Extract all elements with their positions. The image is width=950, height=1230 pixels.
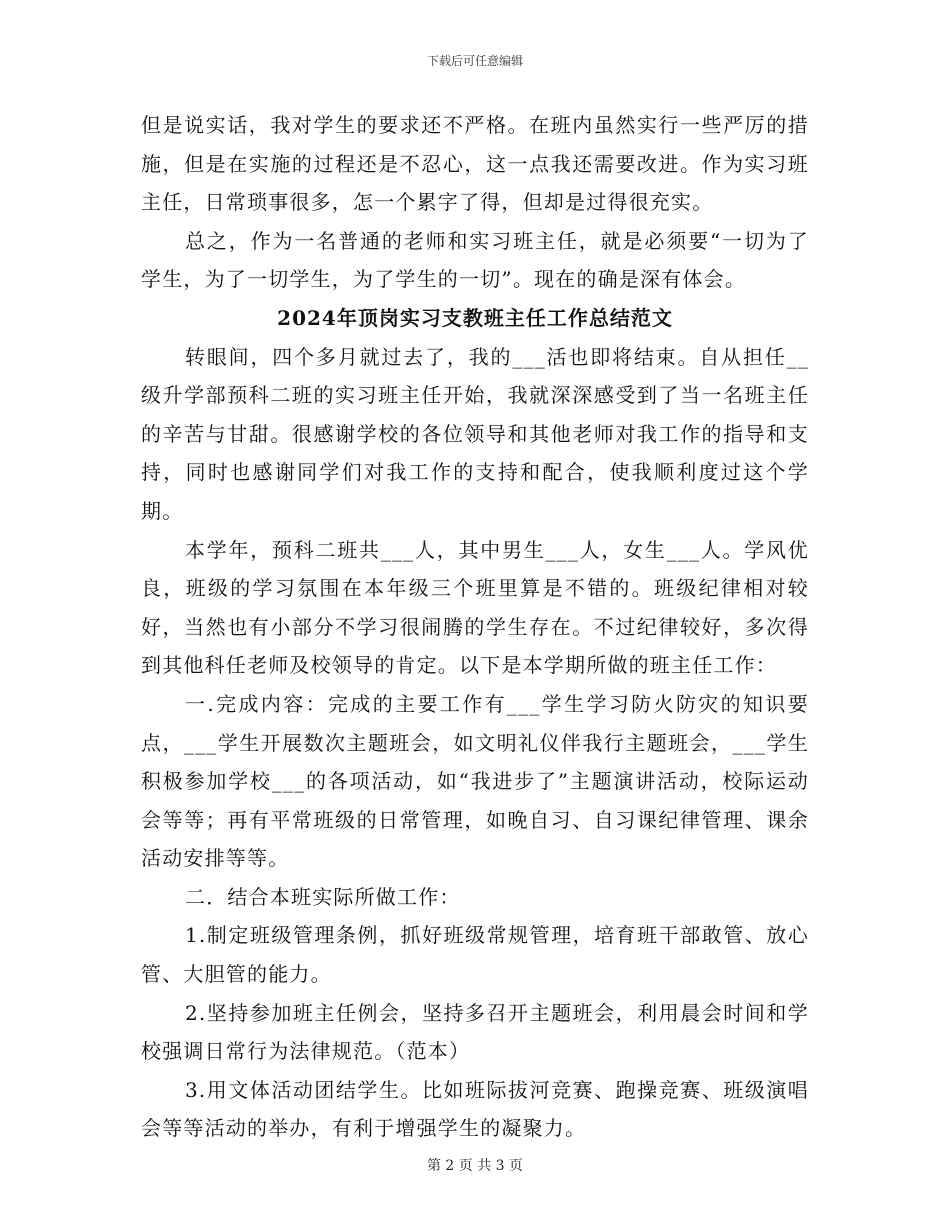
document-title: 2024年顶岗实习支教班主任工作总结范文 [277, 305, 673, 330]
paragraph-continuation: 但是说实话，我对学生的要求还不严格。在班内虽然实行一些严厉的措施，但是在实施的过程还是不忍心，这一点我还需要改进。作为实习班主任，日常琐事很多，怎一个累字了得，但却是过得很充实。 [141, 113, 809, 215]
list-item-3: 3.用文体活动团结学生。比如班际拔河竞赛、跑操竞赛、班级演唱会等等活动的举办，有利于增强学生的凝聚力。 [141, 1077, 809, 1141]
document-body [141, 106, 809, 1148]
list-item-2: 2.坚持参加班主任例会，坚持多召开主题班会，利用晨会时间和学校强调日常行为法律规范。（范本） [141, 1000, 809, 1064]
paragraph-conclusion: 总之，作为一名普通的老师和实习班主任，就是必须要“一切为了学生，为了一切学生，为了学生的一切”。现在的确是深有体会。 [141, 228, 809, 292]
paragraph-completed-work: 一.完成内容：完成的主要工作有___学生学习防火防灾的知识要点，___学生开展数次主题班会，如文明礼仪伴我行主题班会，___学生积极参加学校___的各项活动，如“我进步了”主题演讲活动，校际运动会等等；再有平常班级的日常管理，如晚自习、自习课纪律管理、课余活动安排等等。 [141, 691, 809, 871]
page-number: 第 2 页 共 3 页 [426, 1158, 524, 1174]
section-heading-class-work: 二．结合本班实际所做工作： [185, 884, 461, 909]
paragraph-class-overview: 本学年，预科二班共___人，其中男生___人，女生___人。学风优良，班级的学习氛围在本年级三个班里算是不错的。班级纪律相对较好，当然也有小部分不学习很闹腾的学生存在。不过纪律较好，多次得到其他科任老师及校领导的肯定。以下是本学期所做的班主任工作： [141, 537, 809, 678]
page-header-note: 下载后可任意编辑 [426, 54, 523, 68]
list-item-1: 1.制定班级管理条例，抓好班级常规管理，培育班干部敢管、放心管、大胆管的能力。 [141, 923, 809, 987]
paragraph-intro: 转眼间，四个多月就过去了，我的___活也即将结束。自从担任__级升学部预科二班的实习班主任开始，我就深深感受到了当一名班主任的辛苦与甘甜。很感谢学校的各位领导和其他老师对我工作的指导和支持，同时也感谢同学们对我工作的支持和配合，使我顺利度过这个学期。 [141, 344, 809, 523]
